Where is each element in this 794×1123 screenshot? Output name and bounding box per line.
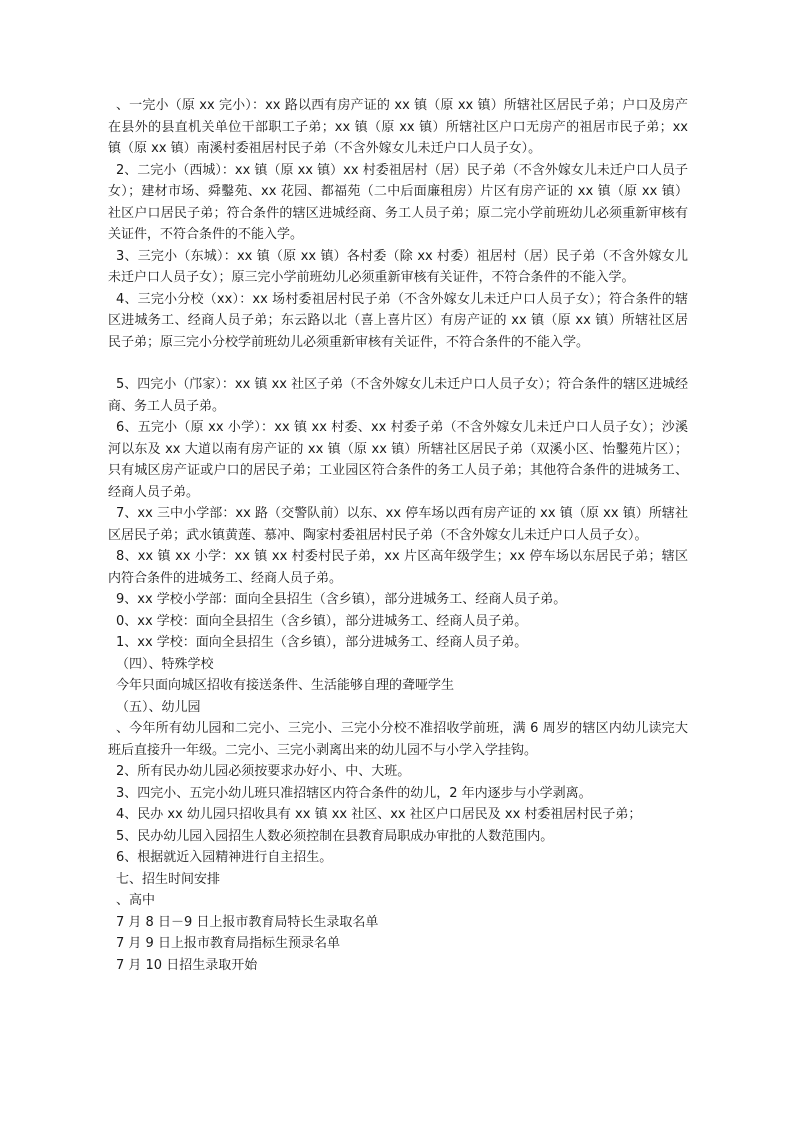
section-heading-kindergarten: （五）、幼儿园 xyxy=(116,699,201,715)
paragraph-school-11: 1、xx 学校：面向全县招生（含乡镇），部分进城务工、经商人员子弟。 xyxy=(116,635,528,650)
paragraph-school-5: 5、四完小（邝家）：xx 镇 xx 社区子弟（不含外嫁女儿未迁户口人员子女）；符合条件的辖区进城经商、务工人员子弟。 xyxy=(108,377,688,414)
paragraph-kindergarten-5: 5、民办幼儿园入园招生人数必须控制在县教育局职成办审批的人数范围内。 xyxy=(116,828,554,844)
paragraph-kindergarten-4: 4、民办 xx 幼儿园只招收具有 xx 镇 xx 社区、xx 社区户口居民及 xx 村委祖居村民子弟； xyxy=(116,807,642,822)
schedule-item-2: 7 月 9 日上报市教育局指标生预录名单 xyxy=(116,936,340,951)
paragraph-kindergarten-2: 2、所有民办幼儿园必须按要求办好小、中、大班。 xyxy=(116,764,411,779)
paragraph-school-8: 8、xx 镇 xx 小学：xx 镇 xx 村委村民子弟，xx 片区高年级学生；xx 停车场以东居民子弟；辖区内符合条件的进城务工、经商人员子弟。 xyxy=(108,549,688,586)
paragraph-school-3: 3、三完小（东城）：xx 镇（原 xx 镇）各村委（除 xx 村委）祖居村（居）民子弟（不含外嫁女儿未迁户口人员子女）；原三完小学前班幼儿必须重新审核有关证件，不符合条件的不能入学。 xyxy=(108,248,688,285)
section-heading-special-school: （四）、特殊学校 xyxy=(116,656,214,672)
paragraph-school-6: 6、五完小（原 xx 小学）：xx 镇 xx 村委、xx 村委子弟（不含外嫁女儿未迁户口人员子女）；沙溪河以东及 xx 大道以南有房产证的 xx 镇（原 xx 镇）所辖社区居民子弟（双溪小区、怡鑿苑片区）；只有城区房产证或户口的居民子弟；工业园区符合条件的务工人员子弟；其他符合条件的进城务工、经商人员子弟。 xyxy=(108,420,688,500)
paragraph-kindergarten-6: 6、根据就近入园精神进行自主招生。 xyxy=(116,850,333,865)
subsection-heading-high-school: 、高中 xyxy=(116,893,156,908)
blank-line xyxy=(108,353,688,374)
paragraph-school-1: 、一完小（原 xx 完小）：xx 路以西有房产证的 xx 镇（原 xx 镇）所辖社区居民子弟；户口及房产在县外的县直机关单位干部职工子弟；xx 镇（原 xx 镇）所辖社区户口无房产的祖居市民子弟；xx 镇（原 xx 镇）南溪村委祖居村民子弟（不含外嫁女儿未迁户口人员子女）。 xyxy=(108,98,688,156)
section-heading-schedule: 七、招生时间安排 xyxy=(116,871,221,887)
paragraph-kindergarten-1: 、今年所有幼儿园和二完小、三完小、三完小分校不准招收学前班，满 6 周岁的辖区内幼儿读完大班后直接升一年级。二完小、三完小剥离出来的幼儿园不与小学入学挂钩。 xyxy=(108,721,688,758)
paragraph-kindergarten-3: 3、四完小、五完小幼儿班只准招辖区内符合条件的幼儿，2 年内逐步与小学剥离。 xyxy=(116,785,592,801)
schedule-item-1: 7 月 8 日－9 日上报市教育局特长生录取名单 xyxy=(116,914,379,930)
paragraph-special-school: 今年只面向城区招收有接送条件、生活能够自理的聋哑学生 xyxy=(116,678,455,693)
paragraph-school-9: 9、xx 学校小学部：面向全县招生（含乡镇），部分进城务工、经商人员子弟。 xyxy=(116,592,567,607)
paragraph-school-2: 2、二完小（西城）：xx 镇（原 xx 镇）xx 村委祖居村（居）民子弟（不含外嫁女儿未迁户口人员子女）；建材市场、舜鑿苑、xx 花园、都福苑（二中后面廉租房）片区有房产证的 xx 镇（原 xx 镇）社区户口居民子弟；符合条件的辖区进城经商、务工人员子弟；原二完小学前班幼儿必须重新审核有关证件，不符合条件的不能入学。 xyxy=(108,162,688,242)
paragraph-school-10: 0、xx 学校：面向全县招生（含乡镇），部分进城务工、经商人员子弟。 xyxy=(116,613,528,629)
paragraph-school-4: 4、三完小分校（xx）：xx 场村委祖居村民子弟（不含外嫁女儿未迁户口人员子女）；符合条件的辖区进城务工、经商人员子弟；东云路以北（喜上喜片区）有房产证的 xx 镇（原 xx 镇）所辖社区居民子弟；原三完小分校学前班幼儿必须重新审核有关证件，不符合条件的不能入学。 xyxy=(108,291,688,350)
schedule-item-3: 7 月 10 日招生录取开始 xyxy=(116,957,258,973)
paragraph-school-7: 7、xx 三中小学部：xx 路（交警队前）以东、xx 停车场以西有房产证的 xx 镇（原 xx 镇）所辖社区居民子弟；武水镇黄莲、慕冲、陶家村委祖居村民子弟（不含外嫁女儿未迁户口人员子女）。 xyxy=(108,506,688,543)
document-body xyxy=(108,95,688,976)
